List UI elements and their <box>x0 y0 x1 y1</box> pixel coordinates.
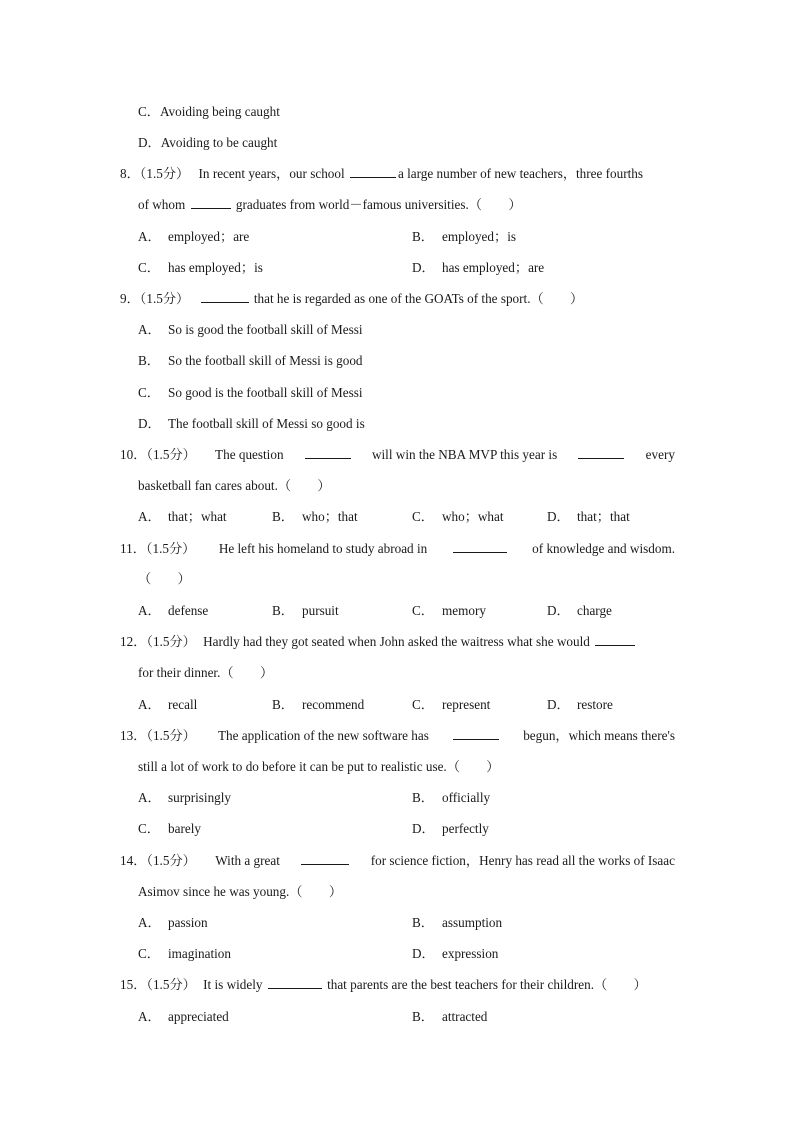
q14-option-a: A． passion <box>138 915 208 930</box>
question-score: （1.5分） <box>146 728 196 743</box>
answer-blank <box>578 446 624 459</box>
answer-blank <box>301 852 349 865</box>
question-number: 15． <box>120 977 147 992</box>
q8-option-c: C． has employed；is <box>138 260 263 275</box>
question-score: （1.5分） <box>146 853 196 868</box>
q15-stem-line1: 15．（1.5分） It is widely that parents are the best teachers for their children.（ ） <box>120 977 647 992</box>
q12-option-a: A． recall <box>138 697 198 712</box>
answer-blank <box>453 727 499 740</box>
q9-stem-line1: 9．（1.5分） that he is regarded as one of the GOATs of the sport.（ ） <box>120 291 584 306</box>
q11-option-c: C． memory <box>412 603 486 618</box>
q9-option-d: D． The football skill of Messi so good is <box>138 416 365 431</box>
q10-option-d: D． that；that <box>547 509 630 524</box>
q11-stem-line1: 11．（1.5分） He left his homeland to study abroad in of knowledge and wisdom. <box>120 541 675 556</box>
q8-option-b: B． employed；is <box>412 229 516 244</box>
q14-stem-line1: 14．（1.5分） With a great for science fiction，Henry has read all the works of Isaac <box>120 853 675 868</box>
q9-option-a: A． So is good the football skill of Messi <box>138 322 363 337</box>
question-score: （1.5分） <box>139 291 190 306</box>
q7-option-c: C．Avoiding being caught <box>138 104 280 119</box>
q10-option-a: A． that；what <box>138 509 227 524</box>
q12-option-d: D． restore <box>547 697 613 712</box>
q10-stem-line1: 10．（1.5分） The question will win the NBA MVP this year is every <box>120 447 675 462</box>
question-score: （1.5分） <box>145 541 196 556</box>
q15-option-b: B． attracted <box>412 1009 488 1024</box>
q8-option-d: D． has employed；are <box>412 260 545 275</box>
question-score: （1.5分） <box>146 634 196 649</box>
question-number: 11． <box>120 541 146 556</box>
question-number: 12． <box>120 634 147 649</box>
q14-option-d: D． expression <box>412 946 499 961</box>
q9-option-c: C． So good is the football skill of Messi <box>138 385 363 400</box>
q11-option-b: B． pursuit <box>272 603 339 618</box>
question-number: 14． <box>120 853 147 868</box>
answer-blank <box>305 446 351 459</box>
answer-blank <box>201 290 249 303</box>
question-score: （1.5分） <box>146 447 196 462</box>
answer-blank <box>191 196 231 209</box>
answer-blank <box>268 976 322 989</box>
q10-option-c: C． who；what <box>412 509 504 524</box>
question-score: （1.5分） <box>146 977 196 992</box>
q12-option-c: C． represent <box>412 697 491 712</box>
q7-option-d: D．Avoiding to be caught <box>138 135 278 150</box>
q10-option-b: B． who；that <box>272 509 358 524</box>
q14-option-c: C． imagination <box>138 946 231 961</box>
q9-option-b: B． So the football skill of Messi is good <box>138 353 363 368</box>
q14-option-b: B． assumption <box>412 915 503 930</box>
q10-stem-line2: basketball fan cares about.（ ） <box>138 478 331 493</box>
question-number: 10． <box>120 447 147 462</box>
q13-stem-line2: still a lot of work to do before it can be put to realistic use.（ ） <box>138 759 500 774</box>
q12-stem-line2: for their dinner.（ ） <box>138 665 274 680</box>
q8-stem-line1: 8．（1.5分） In recent years，our school a large number of new teachers，three fourths <box>120 166 644 181</box>
answer-blank <box>595 633 635 646</box>
q11-stem-line2: （ ） <box>138 571 191 586</box>
q11-option-d: D． charge <box>547 603 612 618</box>
q13-option-d: D． perfectly <box>412 821 489 836</box>
q12-option-b: B． recommend <box>272 697 365 712</box>
question-score: （1.5分） <box>139 166 190 181</box>
q13-option-a: A． surprisingly <box>138 790 232 805</box>
q12-stem-line1: 12．（1.5分） Hardly had they got seated when John asked the waitress what she would <box>120 633 637 651</box>
q11-option-a: A． defense <box>138 603 209 618</box>
question-number: 13． <box>120 728 147 743</box>
q13-stem-line1: 13．（1.5分） The application of the new software has begun，which means there's <box>120 728 675 743</box>
q13-option-b: B． officially <box>412 790 491 805</box>
q15-option-a: A． appreciated <box>138 1009 229 1024</box>
answer-blank <box>453 540 507 553</box>
question-number: 9． <box>120 291 140 306</box>
q13-option-c: C． barely <box>138 821 201 836</box>
q8-stem-line2: of whom graduates from world－famous universities.（ ） <box>138 197 522 212</box>
answer-blank <box>350 165 396 178</box>
q14-stem-line2: Asimov since he was young.（ ） <box>138 884 343 899</box>
question-number: 8． <box>120 166 140 181</box>
q8-option-a: A． employed；are <box>138 229 250 244</box>
